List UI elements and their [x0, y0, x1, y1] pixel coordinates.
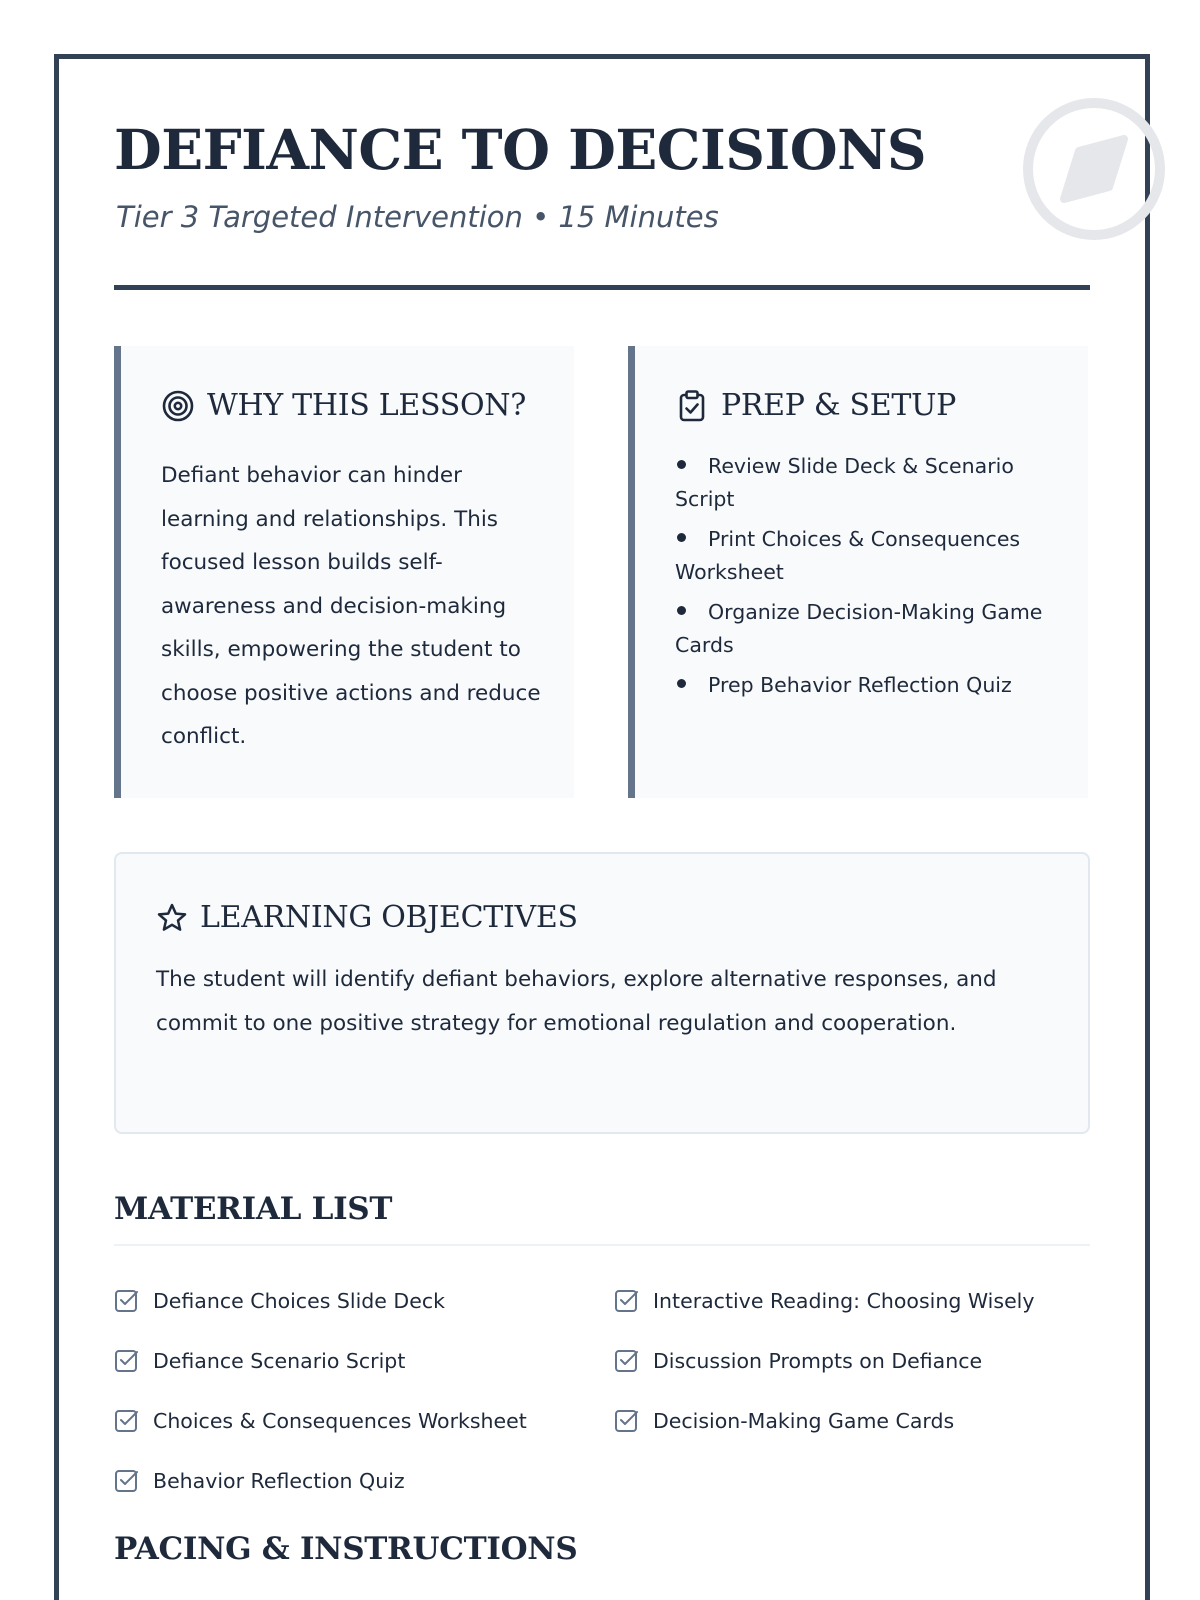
- material-item: [614, 1288, 1035, 1314]
- bullet-icon: [677, 460, 686, 469]
- checkbox-icon: [114, 1288, 140, 1314]
- objectives-heading: [156, 900, 578, 935]
- prep-item-text: Prep Behavior Reflection Quiz: [708, 673, 1012, 697]
- material-item: [114, 1408, 527, 1434]
- checkbox-icon: [114, 1468, 140, 1494]
- checkbox-icon: [614, 1348, 640, 1374]
- why-card: [114, 346, 574, 798]
- star-icon: [156, 902, 188, 934]
- material-item-text: Interactive Reading: Choosing Wisely: [653, 1289, 1035, 1313]
- prep-item: [675, 523, 1070, 589]
- pacing-title: PACING & INSTRUCTIONS: [114, 1531, 578, 1567]
- prep-card: [628, 346, 1088, 798]
- checkbox-icon: [614, 1288, 640, 1314]
- material-item-text: Defiance Choices Slide Deck: [153, 1289, 445, 1313]
- material-item: [114, 1348, 405, 1374]
- objectives-text: The student will identify defiant behaviors, explore alternative responses, and commit to one positive strategy for emotional regulation and cooperation.: [156, 967, 997, 1036]
- material-item-text: Defiance Scenario Script: [153, 1349, 406, 1373]
- prep-item: [675, 669, 1070, 702]
- material-item-text: Choices & Consequences Worksheet: [153, 1409, 527, 1433]
- prep-item-text: Organize Decision-Making Game Cards: [675, 600, 1043, 657]
- objectives-card: [114, 852, 1090, 1134]
- prep-heading: [675, 388, 956, 423]
- target-icon: [161, 389, 195, 423]
- page-title: DEFIANCE TO DECISIONS: [114, 117, 927, 182]
- prep-item-text: Print Choices & Consequences Worksheet: [675, 527, 1021, 584]
- prep-item: [675, 450, 1070, 516]
- material-item: [114, 1468, 405, 1494]
- why-heading-label: WHY THIS LESSON?: [207, 388, 526, 423]
- material-item: [614, 1348, 982, 1374]
- page-subtitle: Tier 3 Targeted Intervention • 15 Minutes: [116, 200, 719, 234]
- checkbox-icon: [614, 1408, 640, 1434]
- bullet-icon: [677, 533, 686, 542]
- checkbox-icon: [114, 1408, 140, 1434]
- objectives-heading-label: LEARNING OBJECTIVES: [200, 900, 578, 935]
- material-item: [614, 1408, 954, 1434]
- header-divider: [114, 285, 1090, 290]
- why-text: Defiant behavior can hinder learning and relationships. This focused lesson builds self-awareness and decision-making skills, empowering the student to choose positive actions and reduce conflict.: [161, 463, 541, 749]
- prep-item-text: Review Slide Deck & Scenario Script: [675, 454, 1014, 511]
- bullet-icon: [677, 679, 686, 688]
- material-divider: [114, 1244, 1090, 1246]
- clipboard-check-icon: [675, 389, 709, 423]
- prep-heading-label: PREP & SETUP: [721, 388, 956, 423]
- prep-item: [675, 596, 1070, 662]
- why-heading: [161, 388, 526, 423]
- bullet-icon: [677, 606, 686, 615]
- prep-list: [675, 450, 1070, 709]
- material-item: [114, 1288, 445, 1314]
- material-list-title: MATERIAL LIST: [114, 1191, 393, 1227]
- compass-icon: [1020, 95, 1168, 243]
- checkbox-icon: [114, 1348, 140, 1374]
- lesson-page: [54, 54, 1150, 1600]
- material-item-text: Decision-Making Game Cards: [653, 1409, 955, 1433]
- material-item-text: Behavior Reflection Quiz: [153, 1469, 405, 1493]
- material-item-text: Discussion Prompts on Defiance: [653, 1349, 983, 1373]
